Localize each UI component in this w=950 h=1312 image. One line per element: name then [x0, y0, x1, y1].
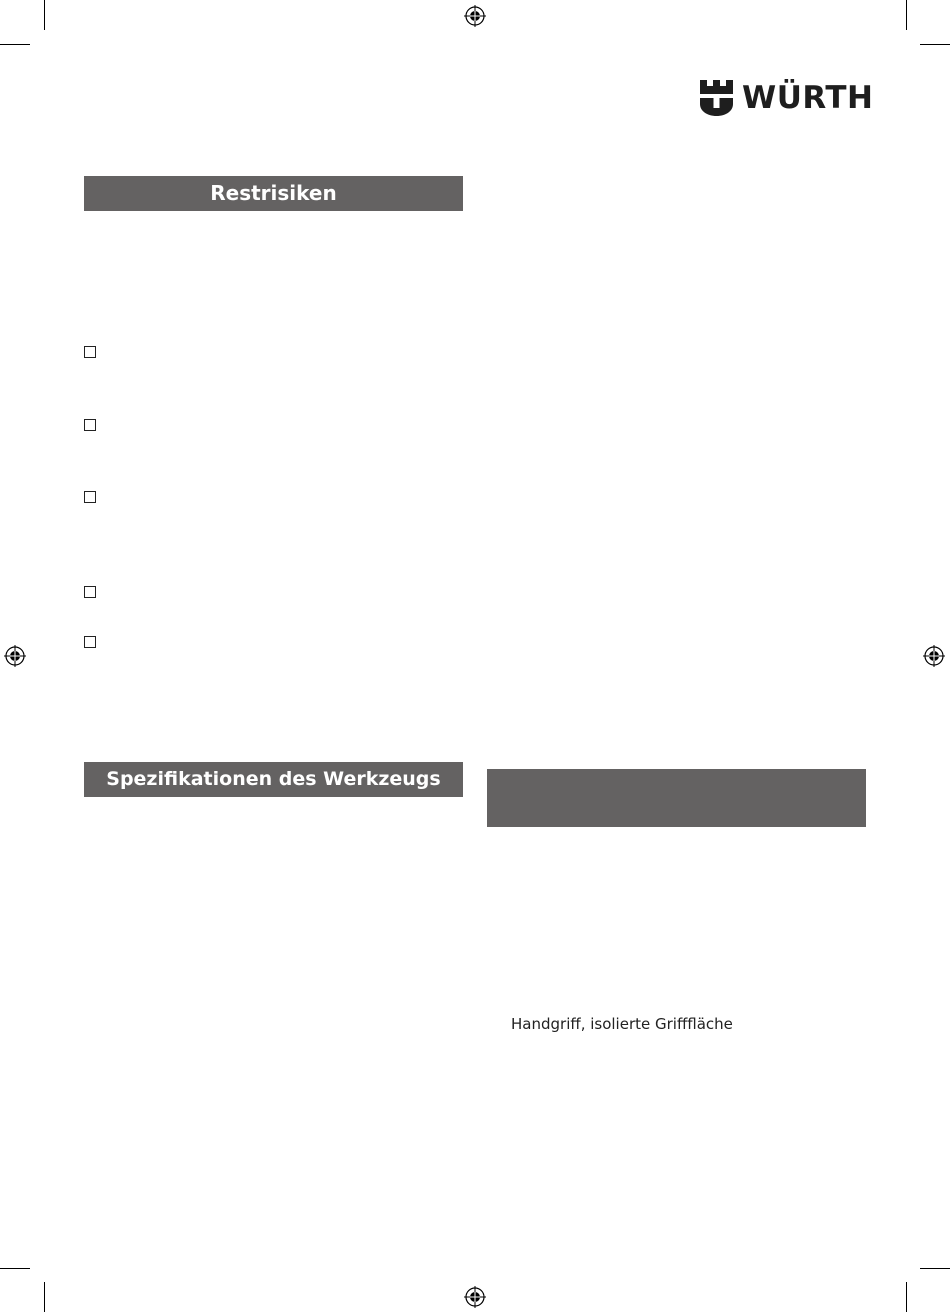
checkbox-3[interactable] — [84, 491, 96, 503]
crop-mark-bottom-right-h — [920, 1268, 950, 1269]
brand-name: WÜRTH — [742, 79, 874, 116]
wurth-logo — [700, 80, 873, 116]
caption-handgriff: Handgriff, isolierte Grifffläche — [511, 1015, 733, 1033]
checkbox-4[interactable] — [84, 586, 96, 598]
crop-mark-bottom-left-h — [0, 1268, 30, 1269]
crop-mark-bottom-left-v — [44, 1282, 45, 1312]
checkbox-1[interactable] — [84, 346, 96, 358]
crop-mark-bottom-right-v — [906, 1282, 907, 1312]
section-header-restrisiken: Restrisiken — [84, 176, 463, 211]
registration-mark-bottom-icon — [464, 1286, 486, 1308]
section-header-right — [487, 769, 866, 827]
wurth-castle-icon — [700, 80, 733, 116]
checkbox-2[interactable] — [84, 419, 96, 431]
registration-mark-left-icon — [4, 645, 26, 667]
crop-mark-top-right-h — [920, 44, 950, 45]
checkbox-5[interactable] — [84, 636, 96, 648]
crop-mark-top-right-v — [906, 0, 907, 30]
registration-mark-top-icon — [464, 5, 486, 27]
crop-mark-top-left-v — [44, 0, 45, 30]
registration-mark-right-icon — [923, 645, 945, 667]
section-header-spezifikationen: Spezifikationen des Werkzeugs — [84, 762, 463, 797]
crop-mark-top-left-h — [0, 44, 30, 45]
